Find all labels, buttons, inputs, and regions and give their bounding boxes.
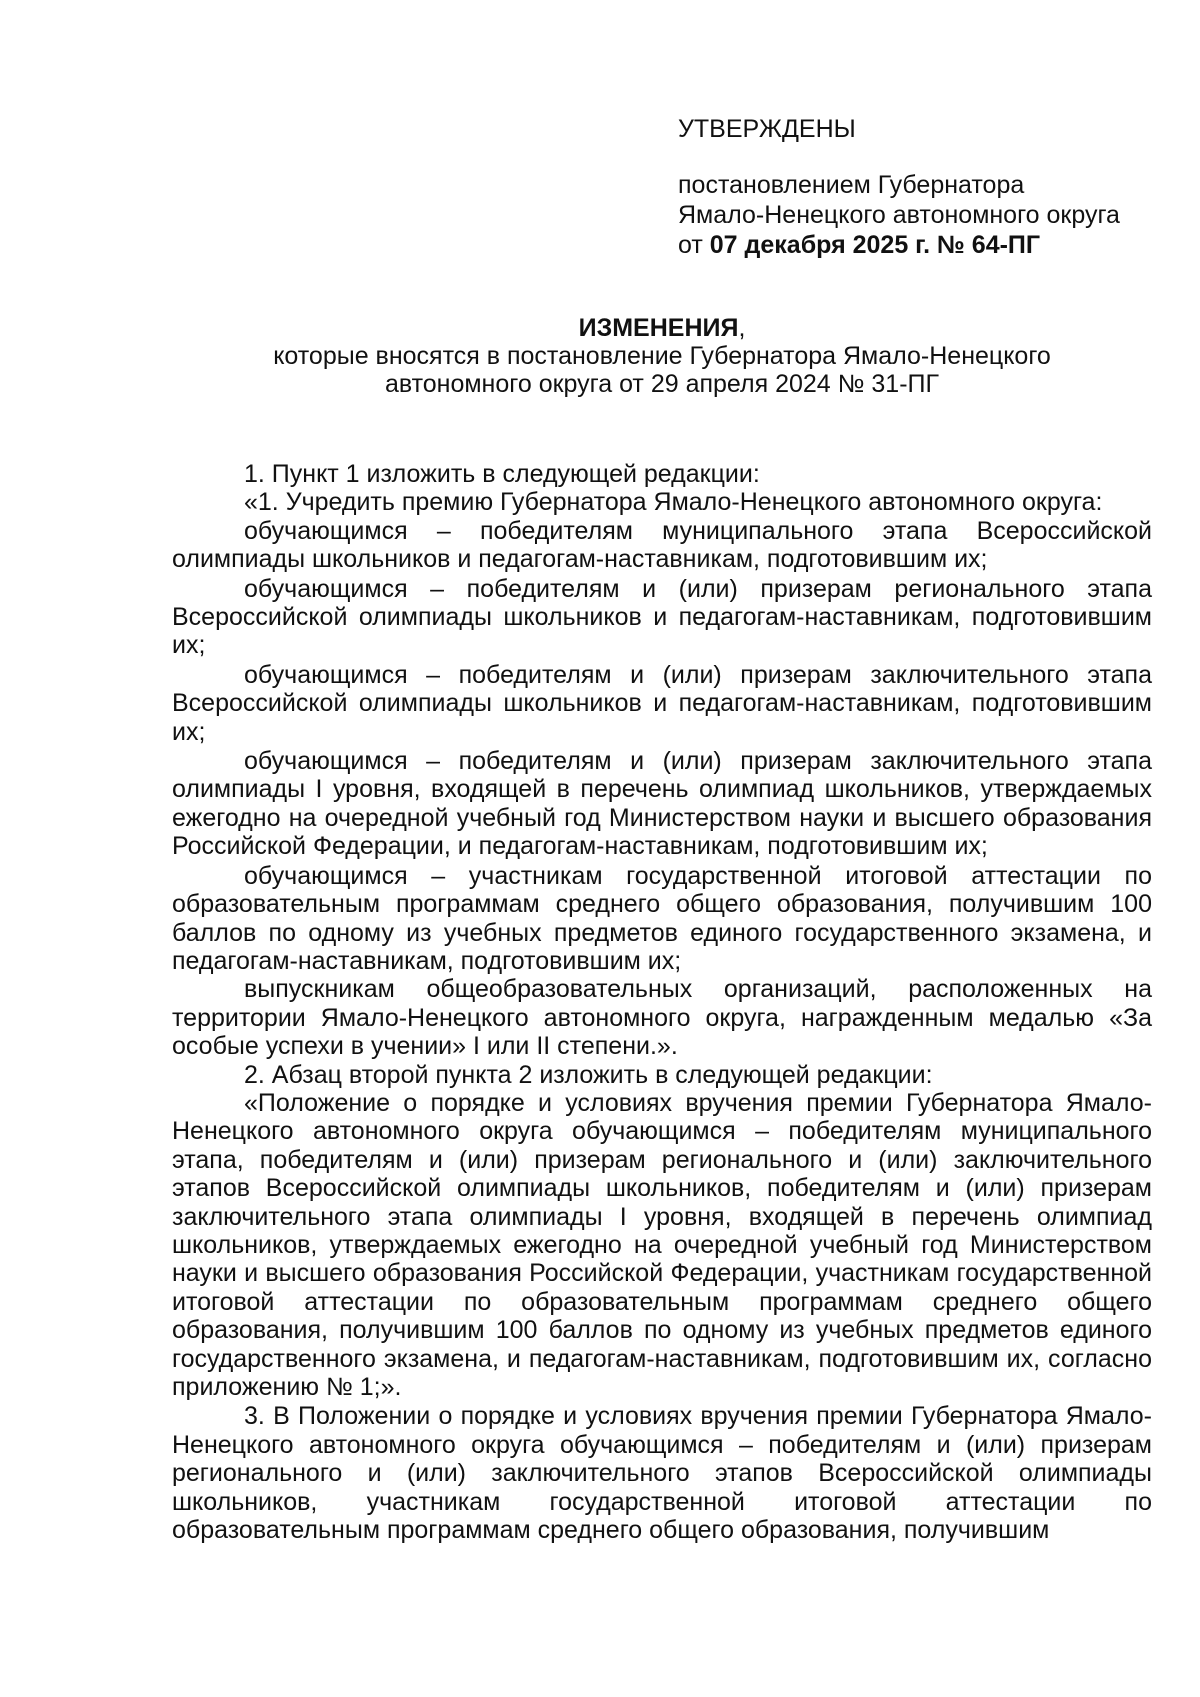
paragraph: 1. Пункт 1 изложить в следующей редакции: <box>244 460 760 488</box>
approval-date-prefix: от <box>678 231 710 259</box>
approval-date-value: 07 декабря 2025 г. № 64-ПГ <box>709 231 1041 259</box>
paragraph: 3. В Положении о порядке и условиях вручения премии Губернатора Ямало-Ненецкого автономного округа обучающимся – победителям и (или) призерам регионального и (или) заключительного этапов Всероссийской олимпиады школьников, участникам государственной итоговой аттестации по образовательным программам среднего общего образования, получившим <box>172 1402 1152 1545</box>
paragraph: выпускникам общеобразовательных организаций, расположенных на территории Ямало-Ненецкого автономного округа, награжденным медалью «За особые успехи в учении» I или II степени.». <box>172 975 1152 1061</box>
paragraph: 2. Абзац второй пункта 2 изложить в следующей редакции: <box>244 1060 933 1089</box>
paragraph: обучающимся – участникам государственной итоговой аттестации по образовательным программам среднего общего образования, получившим 100 баллов по одному из учебных предметов единого государственного экзамена, и педагогам-наставникам, подготовившим их; <box>172 861 1152 975</box>
title-heading: ИЗМЕНЕНИЯ <box>578 314 739 342</box>
approval-stamp-title: УТВЕРЖДЕНЫ <box>678 115 856 143</box>
approval-block <box>678 114 1138 260</box>
title-heading-comma: , <box>738 314 746 342</box>
title-line-3: автономного округа от 29 апреля 2024 № 31-ПГ <box>384 370 940 398</box>
paragraph: обучающимся – победителям и (или) призерам заключительного этапа олимпиады I уровня, входящей в перечень олимпиад школьников, утверждаемых ежегодно на очередной учебный год Министерством науки и высшего образования Российской Федерации, и педагогам-наставникам, подготовившим их; <box>172 747 1152 861</box>
document-title <box>172 314 1152 398</box>
paragraph: обучающимся – победителям и (или) призерам заключительного этапа Всероссийской олимпиады школьников и педагогам-наставникам, подготовившим их; <box>172 660 1152 746</box>
title-heading-line <box>172 314 1152 342</box>
title-line-2: которые вносятся в постановление Губернатора Ямало-Ненецкого <box>273 342 1051 370</box>
approval-line-2: Ямало-Ненецкого автономного округа <box>678 201 1120 229</box>
document-body <box>172 460 1152 1544</box>
paragraph: «1. Учредить премию Губернатора Ямало-Ненецкого автономного округа: <box>244 488 1103 517</box>
paragraph: обучающимся – победителям муниципального этапа Всероссийской олимпиады школьников и педагогам-наставникам, подготовившим их; <box>172 516 1152 574</box>
approval-date-line <box>678 230 1138 260</box>
approval-line-1: постановлением Губернатора <box>678 171 1025 199</box>
paragraph: обучающимся – победителям и (или) призерам регионального этапа Всероссийской олимпиады школьников и педагогам-наставникам, подготовившим их; <box>172 574 1152 660</box>
paragraph: «Положение о порядке и условиях вручения премии Губернатора Ямало-Ненецкого автономного округа обучающимся – победителям муниципального этапа, победителям и (или) призерам регионального и (или) заключительного этапов Всероссийской олимпиады школьников, победителям и (или) призерам заключительного этапа олимпиады I уровня, входящей в перечень олимпиад школьников, утверждаемых ежегодно на очередной учебный год Министерством науки и высшего образования Российской Федерации, участникам государственной итоговой аттестации по образовательным программам среднего общего образования, получившим 100 баллов по одному из учебных предметов единого государственного экзамена, и педагогам-наставникам, подготовившим их, согласно приложению № 1;». <box>172 1088 1152 1401</box>
